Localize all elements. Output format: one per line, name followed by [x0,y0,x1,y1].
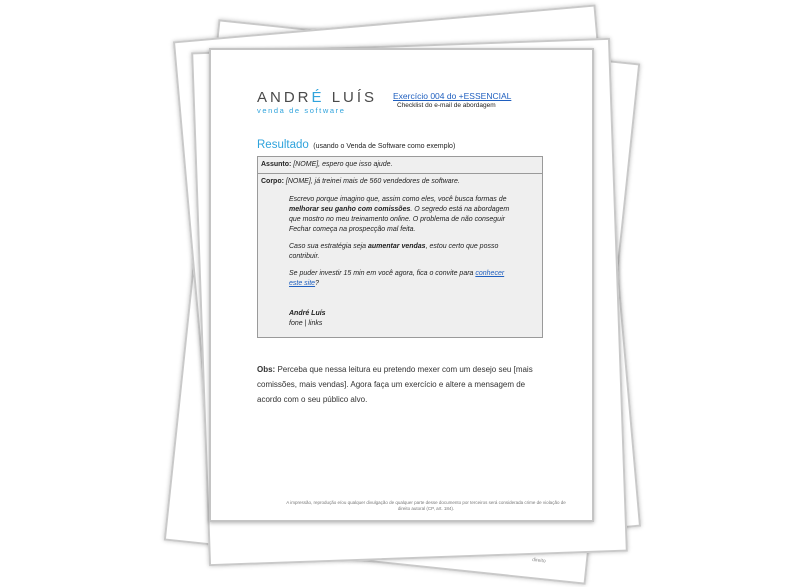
email-example-box [257,156,543,338]
obs-text: Perceba que nessa leitura eu pretendo mexer com um desejo seu [mais comissões, mais vendas]. Agora faça um exercício e altere a mensagem de acordo com o seu público alvo. [257,365,533,404]
obs-label: Obs: [257,365,276,374]
document-page [209,48,594,522]
brand-logo [257,90,377,115]
logo-name: ANDRÉ LUÍS [257,89,378,106]
email-body-row [258,174,542,337]
body-first-line: [NOME], já treinei mais de 560 vendedores de software. [285,178,460,185]
signature [289,309,514,329]
logo-tagline: venda de software [257,106,346,115]
subject-label: Assunto: [261,161,292,168]
section-title: Resultado [257,139,309,151]
copyright-footer: A impressão, reprodução e/ou qualquer divulgação de qualquer parte desse documento por terceiros será considerada crime de violação de direito autoral (CP, art. 184). [286,500,566,511]
section-note: (usando o Venda de Software como exemplo) [313,143,456,150]
body-paragraph-2: Caso sua estratégia seja aumentar vendas, estou certo que posso contribuir. [289,243,499,260]
exercise-title-link[interactable]: Exercício 004 do +ESSENCIAL [393,91,512,101]
signature-name: André Luís [289,310,326,317]
body-paragraph-1: Escrevo porque imagino que, assim como eles, você busca formas de melhorar seu ganho com comissões. O segredo está na abordagem que mostro no meu treinamento online. O problema de não conseguir Fechar começa na prospecção mal feita. [289,196,510,233]
section-heading [257,135,455,153]
observation-note [257,362,547,407]
signature-contact: fone | links [289,320,323,327]
subject-text: [NOME], espero que isso ajude. [293,161,393,168]
body-label: Corpo: [261,178,284,185]
body-paragraph-3: Se puder investir 15 min em você agora, fica o convite para conhecer este site? [289,270,505,287]
site-link[interactable]: conhecer este site [289,270,505,287]
exercise-subtitle: Checklist do e-mail de abordagem [397,102,496,109]
back-page-footer: direito [531,557,546,565]
email-subject-row [258,157,542,174]
